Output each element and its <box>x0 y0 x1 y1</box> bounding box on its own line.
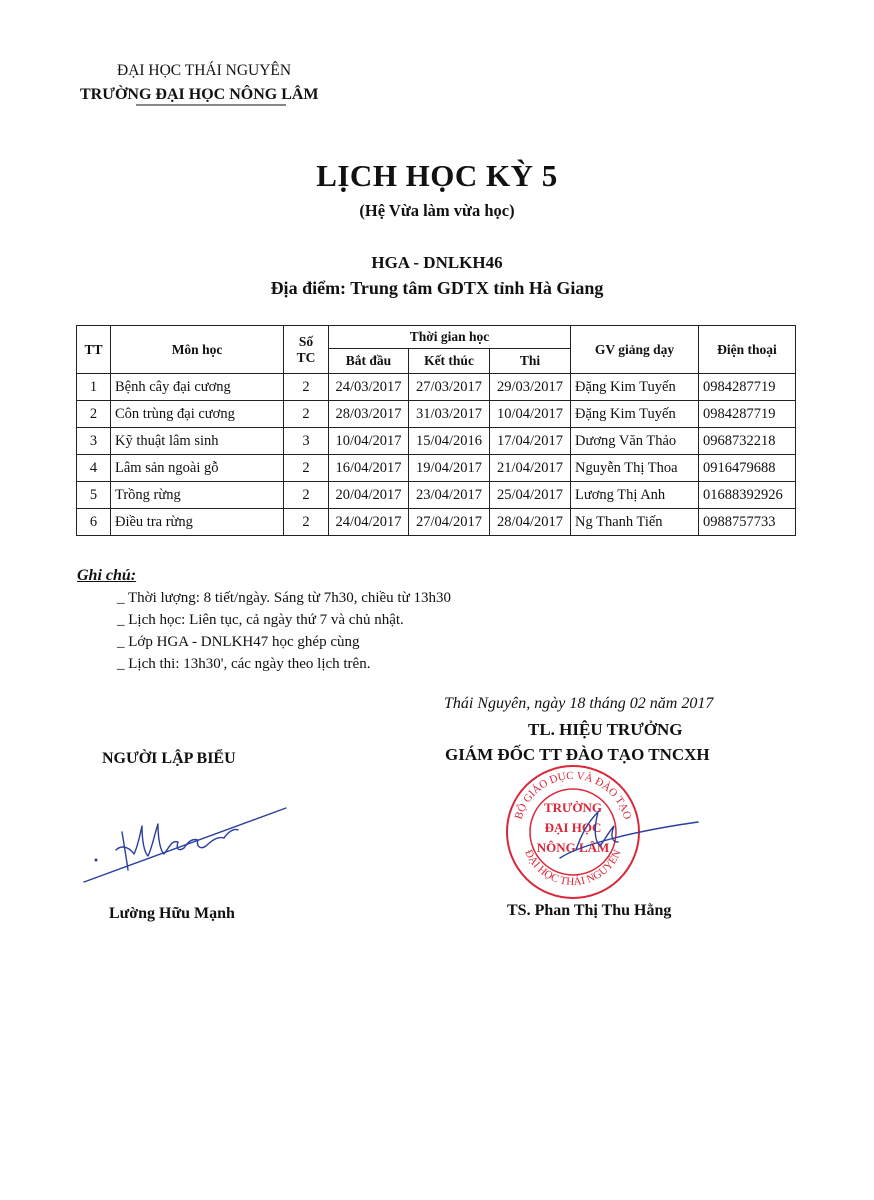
university-name: ĐẠI HỌC THÁI NGUYÊN <box>117 62 292 79</box>
row-course: Trồng rừng <box>111 482 284 509</box>
row-tt: 2 <box>77 401 111 428</box>
table-row <box>77 482 796 509</box>
table-row <box>77 401 796 428</box>
row-end: 31/03/2017 <box>409 401 490 428</box>
header-time: Thời gian học <box>329 326 571 349</box>
class-code: HGA - DNLKH46 <box>371 253 503 272</box>
row-end: 23/04/2017 <box>409 482 490 509</box>
row-start: 28/03/2017 <box>329 401 409 428</box>
schedule-table <box>76 325 796 536</box>
table-row <box>77 374 796 401</box>
row-phone: 0916479688 <box>699 455 796 482</box>
row-credits: 2 <box>284 455 329 482</box>
note-item: _ Lịch thi: 13h30', các ngày theo lịch trên. <box>117 656 371 672</box>
row-exam: 21/04/2017 <box>490 455 571 482</box>
note-item: _ Lịch học: Liên tục, cả ngày thứ 7 và chủ nhật. <box>117 612 404 628</box>
header-credits <box>284 326 329 374</box>
row-teacher: Ng Thanh Tiến <box>571 509 699 536</box>
official-stamp <box>498 762 708 902</box>
row-phone: 0984287719 <box>699 374 796 401</box>
header-course: Môn học <box>111 326 284 374</box>
preparer-signature <box>78 800 293 890</box>
header-teacher: GV giảng dạy <box>571 326 699 374</box>
row-start: 24/04/2017 <box>329 509 409 536</box>
row-credits: 2 <box>284 374 329 401</box>
table-row <box>77 428 796 455</box>
row-start: 24/03/2017 <box>329 374 409 401</box>
header-credits-line2: TC <box>296 349 316 365</box>
row-tt: 6 <box>77 509 111 536</box>
table-row <box>77 455 796 482</box>
row-phone: 0968732218 <box>699 428 796 455</box>
header-tt: TT <box>77 326 111 374</box>
row-teacher: Dương Văn Thảo <box>571 428 699 455</box>
row-end: 27/04/2017 <box>409 509 490 536</box>
table-row <box>77 509 796 536</box>
row-exam: 28/04/2017 <box>490 509 571 536</box>
location: Địa điểm: Trung tâm GDTX tỉnh Hà Giang <box>270 278 604 298</box>
note-item: _ Thời lượng: 8 tiết/ngày. Sáng từ 7h30, chiều từ 13h30 <box>117 590 451 606</box>
row-start: 10/04/2017 <box>329 428 409 455</box>
stamp-bottom-text: ĐẠI HỌC THÁI NGUYÊN <box>522 848 624 889</box>
row-exam: 10/04/2017 <box>490 401 571 428</box>
row-credits: 2 <box>284 401 329 428</box>
row-course: Điều tra rừng <box>111 509 284 536</box>
document-title: LỊCH HỌC KỲ 5 <box>316 158 558 193</box>
row-end: 15/04/2016 <box>409 428 490 455</box>
director-name: TS. Phan Thị Thu Hằng <box>507 902 672 919</box>
stamp-center-line2: ĐẠI HỌC <box>544 820 602 835</box>
row-teacher: Nguyễn Thị Thoa <box>571 455 699 482</box>
principal-proxy-title: TL. HIỆU TRƯỞNG <box>528 720 683 739</box>
row-tt: 4 <box>77 455 111 482</box>
document-subtitle: (Hệ Vừa làm vừa học) <box>359 201 515 220</box>
row-exam: 25/04/2017 <box>490 482 571 509</box>
row-start: 16/04/2017 <box>329 455 409 482</box>
row-course: Kỹ thuật lâm sinh <box>111 428 284 455</box>
row-exam: 17/04/2017 <box>490 428 571 455</box>
row-end: 27/03/2017 <box>409 374 490 401</box>
school-name: TRƯỜNG ĐẠI HỌC NÔNG LÂM <box>80 86 319 103</box>
row-exam: 29/03/2017 <box>490 374 571 401</box>
row-phone: 01688392926 <box>699 482 796 509</box>
row-end: 19/04/2017 <box>409 455 490 482</box>
row-course: Côn trùng đại cương <box>111 401 284 428</box>
stamp-ring-text: BỘ GIÁO DỤC VÀ ĐÀO TẠO <box>512 769 634 821</box>
row-tt: 5 <box>77 482 111 509</box>
row-course: Bệnh cây đại cương <box>111 374 284 401</box>
preparer-name: Lường Hữu Mạnh <box>109 905 235 922</box>
school-underline <box>136 104 286 107</box>
row-credits: 2 <box>284 482 329 509</box>
header-phone: Điện thoại <box>699 326 796 374</box>
row-course: Lâm sản ngoài gỗ <box>111 455 284 482</box>
preparer-title: NGƯỜI LẬP BIỂU <box>102 750 236 767</box>
notes-title: Ghi chú: <box>77 567 137 584</box>
row-teacher: Lương Thị Anh <box>571 482 699 509</box>
place-date: Thái Nguyên, ngày 18 tháng 02 năm 2017 <box>444 695 714 712</box>
row-tt: 1 <box>77 374 111 401</box>
stamp-center-line3: NÔNG LÂM <box>536 840 610 855</box>
stamp-center-line1: TRƯỜNG <box>543 800 603 815</box>
row-credits: 3 <box>284 428 329 455</box>
director-title: GIÁM ĐỐC TT ĐÀO TẠO TNCXH <box>445 745 710 764</box>
header-end: Kết thúc <box>409 349 490 374</box>
row-phone: 0988757733 <box>699 509 796 536</box>
header-credits-line1: Số <box>298 333 314 349</box>
header-start: Bắt đầu <box>329 349 409 374</box>
row-phone: 0984287719 <box>699 401 796 428</box>
row-tt: 3 <box>77 428 111 455</box>
header-exam: Thi <box>490 349 571 374</box>
note-item: _ Lớp HGA - DNLKH47 học ghép cùng <box>117 634 360 650</box>
row-start: 20/04/2017 <box>329 482 409 509</box>
row-teacher: Đặng Kim Tuyến <box>571 374 699 401</box>
row-credits: 2 <box>284 509 329 536</box>
row-teacher: Đặng Kim Tuyến <box>571 401 699 428</box>
